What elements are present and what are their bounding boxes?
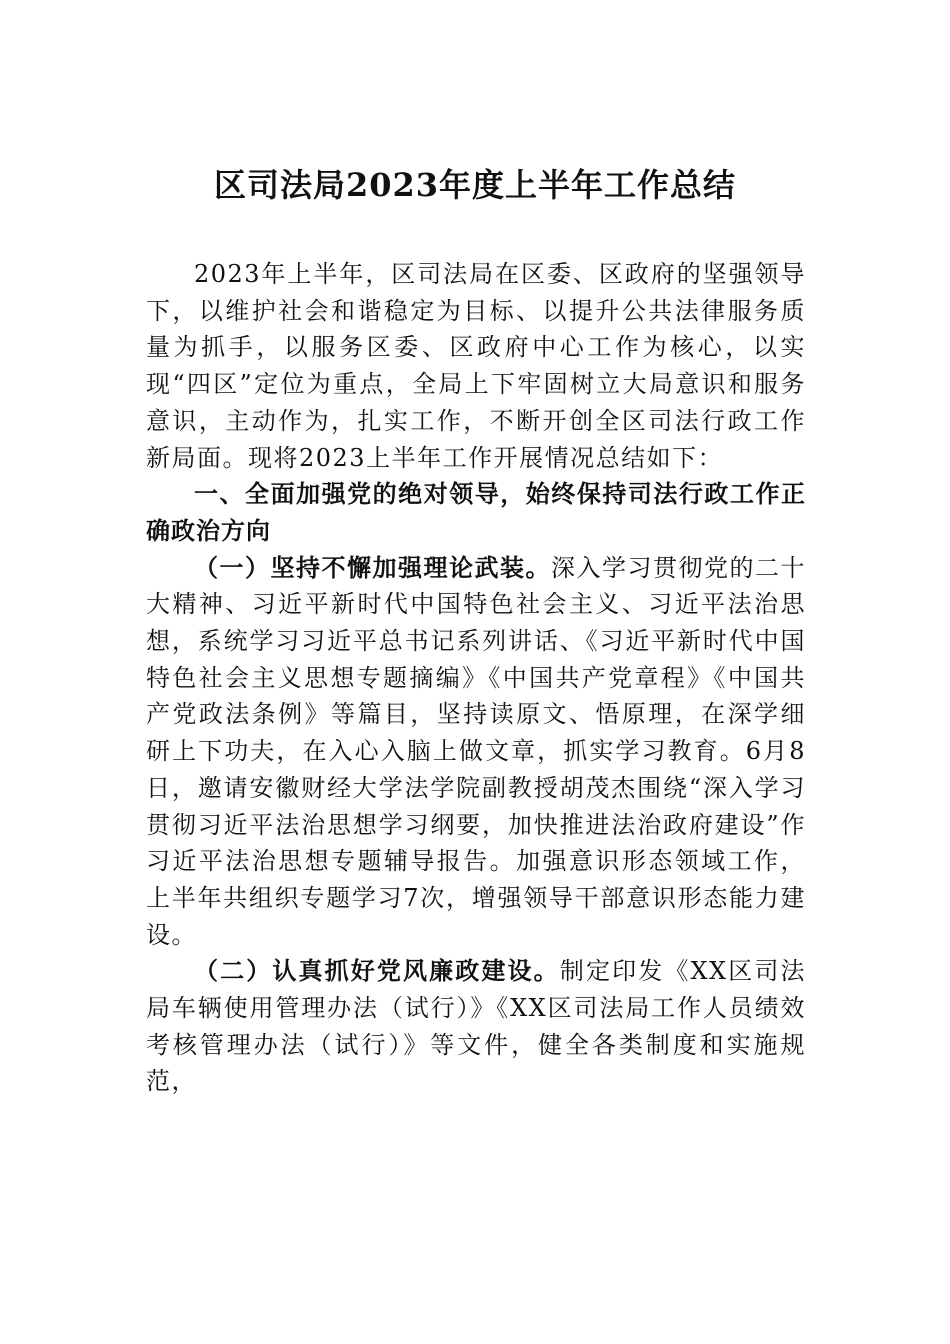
subsection-paragraph [146,953,806,1100]
document-title: 区司法局2023年度上半年工作总结 [213,166,737,204]
subsection-text: 深入学习贯彻党的二十大精神、习近平新时代中国特色社会主义、习近平法治思想，系统学习习近平总书记系列讲话、《习近平新时代中国特色社会主义思想专题摘编》《中国共产党章程》《中国共产党政法条例》等篇目，坚持读原文、悟原理，在深学细研上下功夫，在入心入脑上做文章，抓实学习教育。6月8日，邀请安徽财经大学法学院副教授胡茂杰围绕“深入学习贯彻习近平法治思想学习纲要，加快推进法治政府建设”作习近平法治思想专题辅导报告。加强意识形态领域工作，上半年共组织专题学习7次，增强领导干部意识形态能力建设。 [146,553,806,949]
subsection-text: 制定印发《XX区司法局车辆使用管理办法（试行）》《XX区司法局工作人员绩效考核管理办法（试行）》等文件，健全各类制度和实施规范， [146,957,807,1096]
intro-paragraph: 2023年上半年，区司法局在区委、区政府的坚强领导下，以维护社会和谐稳定为目标、以提升公共法律服务质量为抓手，以服务区委、区政府中心工作为核心，以实现“四区”定位为重点，全局上下牢固树立大局意识和服务意识，主动作为，扎实工作，不断开创全区司法行政工作新局面。现将2023上半年工作开展情况总结如下： [146,260,806,472]
section-heading: 一、全面加强党的绝对领导，始终保持司法行政工作正确政治方向 [146,480,806,545]
subsection-lead: （二）认真抓好党风廉政建设。 [194,956,560,986]
subsection-lead: （一）坚持不懈加强理论武装。 [194,552,551,582]
document-body [146,256,806,1100]
subsection-paragraph [146,550,806,954]
